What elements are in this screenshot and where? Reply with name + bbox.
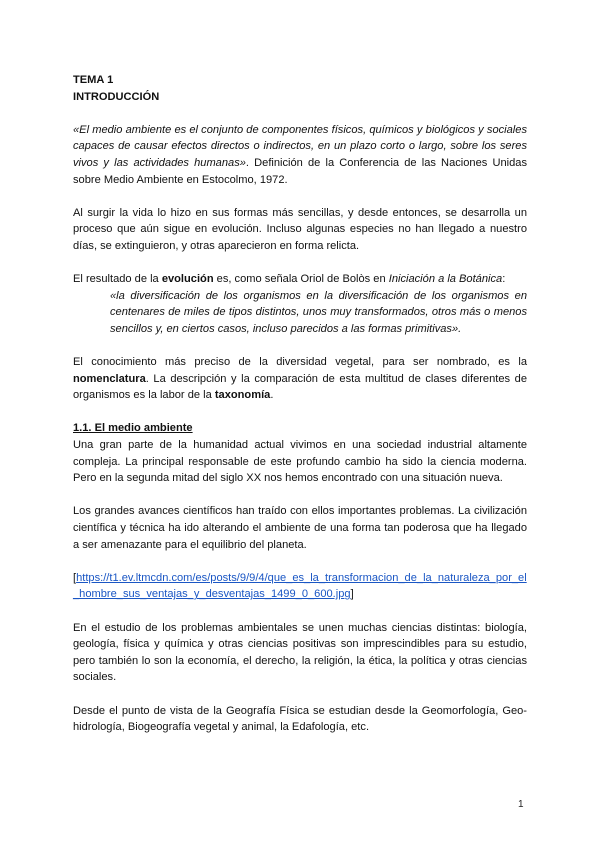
bolos-quote: «la diversificación de los organismos en la diversificación de los organismos en centenares de miles de tipos distintos, unos muy transformados, otros más o menos sencillos y, en ciertos casos, incluso parecidos a las formas primitivas». [110, 289, 527, 335]
definition-quote: «El medio ambiente es el conjunto de componentes físicos, químicos y biológicos y sociales capaces de causar efectos directos o indirectos, en un plazo corto o largo, sobre los seres vivos y las actividades humanas» [73, 123, 527, 169]
image-link-paragraph: [https://t1.ev.ltmcdn.com/es/posts/9/9/4/que_es_la_transformacion_de_la_naturaleza_por_el_hombre_sus_ventajas_y_desventajas_1499_0_600.jpg] [73, 571, 527, 601]
section-paragraph-1: Una gran parte de la humanidad actual vivimos en una sociedad industrial altamente compleja. La principal responsable de este profundo cambio ha sido la ciencia moderna. Pero en la segunda mitad del siglo XX nos hemos encontrado con una situación nueva. [73, 439, 527, 485]
nomenclature-paragraph: El conocimiento más preciso de la diversidad vegetal, para ser nombrado, es la nomenclatura. La descripción y la comparación de esta multitud de clases diferentes de organismos es la labor de la taxonomía. [73, 356, 527, 402]
section-heading: 1.1. El medio ambiente [73, 422, 193, 435]
book-title: Iniciación a la Botánica [388, 273, 503, 286]
page-number: 1 [518, 799, 524, 810]
section-paragraph-4: Desde el punto de vista de la Geografía Física se estudian desde la Geomorfología, Geo-hidrología, Biogeografía vegetal y animal, la Edafología, etc. [73, 704, 527, 734]
image-link[interactable]: https://t1.ev.ltmcdn.com/es/posts/9/9/4/que_es_la_transformacion_de_la_naturaleza_por_el_hombre_sus_ventajas_y_desventajas_1499_0_600.jpg [73, 571, 527, 601]
definition-paragraph [73, 122, 527, 188]
section-paragraph-3: En el estudio de los problemas ambientales se unen muchas ciencias distintas: biología, geología, física y química y otras ciencias positivas son imprescindibles para su estudio, pero también lo son la economía, el derecho, la religión, la ética, la política y otras ciencias sociales. [73, 621, 527, 684]
chapter-number: TEMA 1 [73, 74, 114, 86]
evolution-paragraph: Al surgir la vida lo hizo en sus formas más sencillas, y desde entonces, se desarrolla un proceso que aún sigue en evolución. Incluso algunas especies no han llegado a nuestro días, se extinguieron, y otras aparecieron en forma relicta. [73, 206, 527, 252]
document-page [73, 72, 527, 736]
definition-source: . Definición de la Conferencia de las Naciones Unidas sobre Medio Ambiente en Estocolmo, 1972. [73, 156, 527, 186]
term-nomenclatura: nomenclatura [73, 372, 146, 385]
chapter-title: INTRODUCCIÓN [73, 90, 160, 103]
term-evolucion: evolución [161, 273, 214, 286]
section-paragraph-2: Los grandes avances científicos han traído con ellos importantes problemas. La civilización científica y técnica ha ido alterando el ambiente de una forma tan poderosa que ha llegado a ser amenazante para el equilibrio del planeta. [73, 505, 527, 551]
bolos-paragraph: El resultado de la evolución es, como señala Oriol de Bolòs en Iniciación a la Botánica: [73, 273, 506, 286]
term-taxonomia: taxonomía [214, 389, 271, 402]
